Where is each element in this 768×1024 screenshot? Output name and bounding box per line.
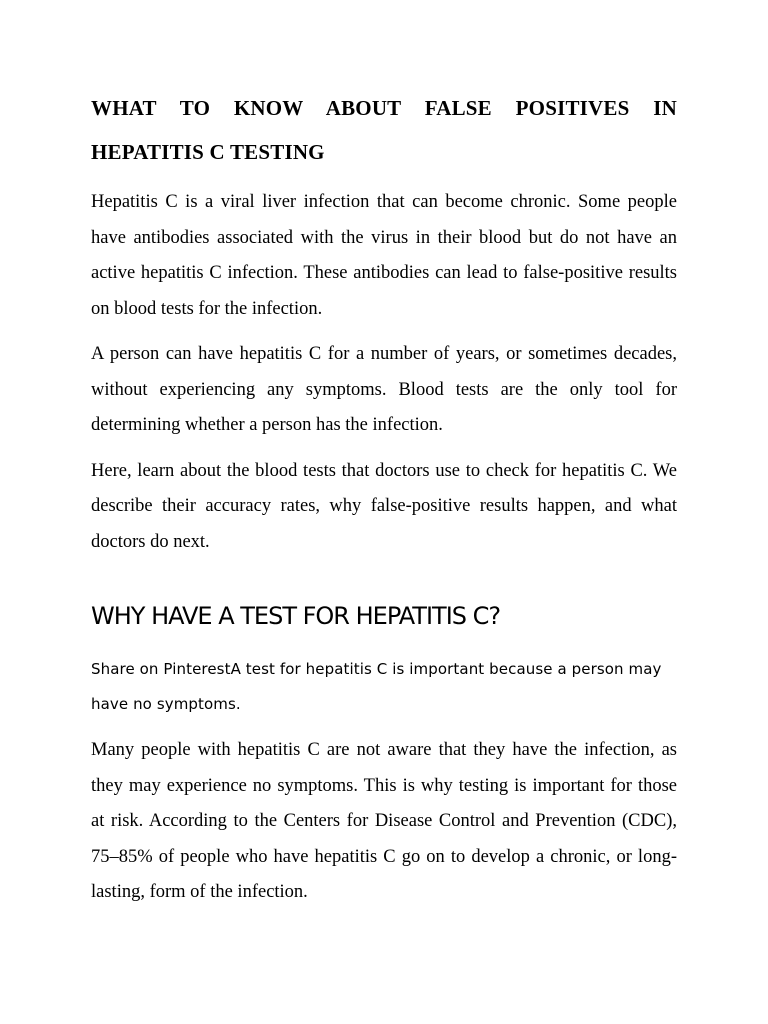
testing-paragraph: Many people with hepatitis C are not aware that they have the infection, as they may experience no symptoms. This is why testing is important for those at risk. According to the Centers for Disease Control and Prevention (CDC), 75–85% of people who have hepatitis C go on to develop a chronic, or long-lasting, form of the infection. [91,740,677,902]
intro-paragraph: Hepatitis C is a viral liver infection that can become chronic. Some people have antibodies associated with the virus in their blood but do not have an active hepatitis C infection. These antibodies can lead to false-positive results on blood tests for the infection. [91,192,677,319]
document-title: WHAT TO KNOW ABOUT FALSE POSITIVES IN HEPATITIS C TESTING [91,96,677,164]
overview-paragraph: Here, learn about the blood tests that doctors use to check for hepatitis C. We describe their accuracy rates, why false-positive results happen, and what doctors do next. [91,460,677,552]
document-body [91,86,677,921]
section-heading: WHY HAVE A TEST FOR HEPATITIS C? [91,602,501,630]
symptoms-paragraph: A person can have hepatitis C for a number of years, or sometimes decades, without experiencing any symptoms. Blood tests are the only tool for determining whether a person has the infection. [91,344,677,435]
image-caption: Share on PinterestA test for hepatitis C is important because a person may have no symptoms. [91,660,662,713]
